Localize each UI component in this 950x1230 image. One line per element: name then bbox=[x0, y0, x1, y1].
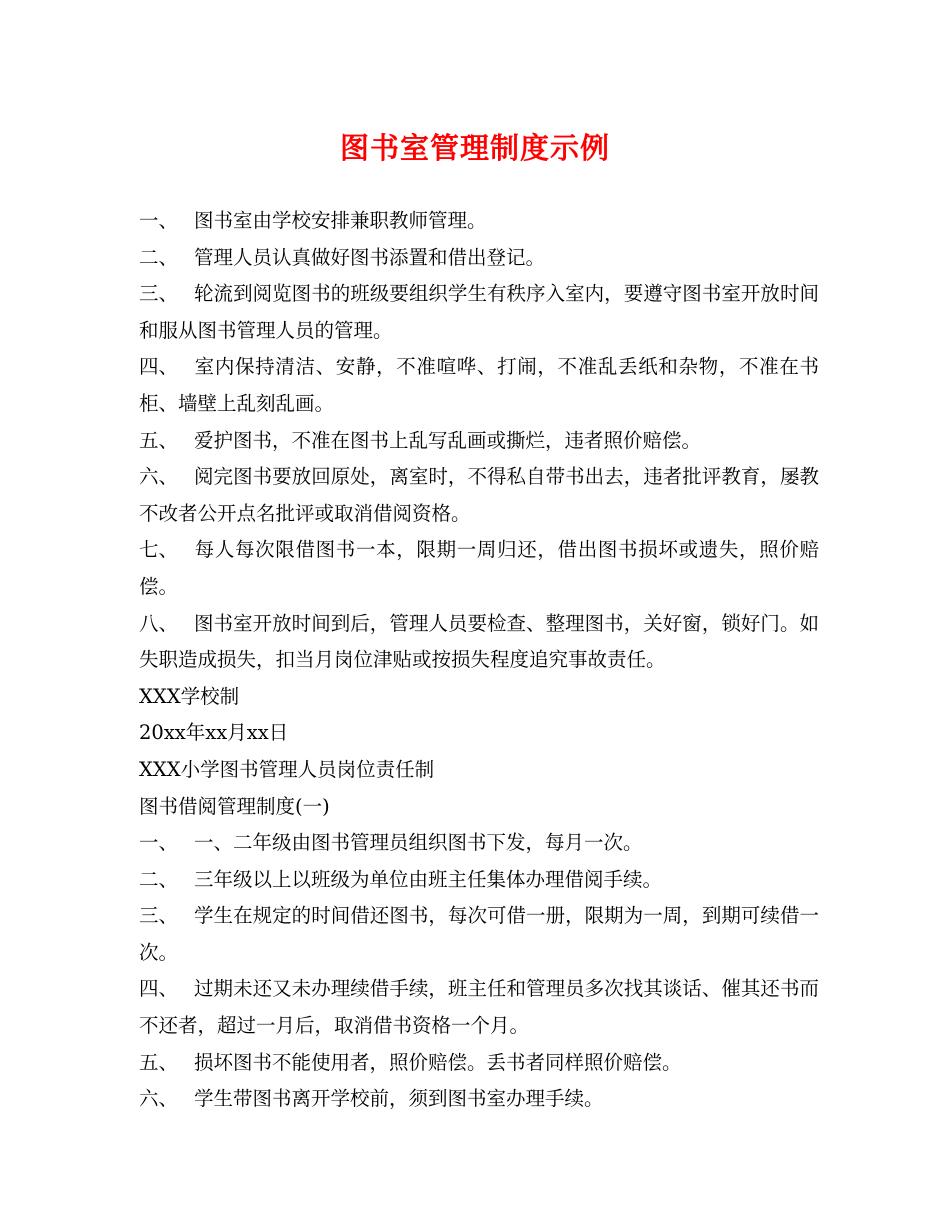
rule-item bbox=[139, 862, 819, 899]
rule-text: 过期未还又未办理续借手续，班主任和管理员多次找其谈话、催其还书而不还者，超过一月后，取消借书资格一个月。 bbox=[139, 977, 819, 1038]
rule-number: 五、 bbox=[139, 428, 179, 452]
rule-item bbox=[139, 240, 819, 277]
rule-item bbox=[139, 971, 819, 1044]
document-body bbox=[139, 203, 819, 1118]
rule-number: 八、 bbox=[139, 611, 179, 635]
rule-number: 六、 bbox=[139, 465, 179, 489]
rule-item bbox=[139, 1081, 819, 1118]
rule-text: 图书室由学校安排兼职教师管理。 bbox=[194, 209, 487, 232]
rule-item bbox=[139, 459, 819, 532]
rule-item bbox=[139, 203, 819, 240]
rule-text: 轮流到阅览图书的班级要组织学生有秩序入室内，要遵守图书室开放时间和服从图书管理人员的管理。 bbox=[139, 282, 819, 342]
rule-number: 二、 bbox=[139, 245, 179, 269]
rule-item bbox=[139, 1045, 819, 1082]
rule-text: 一、二年级由图书管理员组织图书下发，每月一次。 bbox=[194, 831, 643, 855]
rule-text: 图书室开放时间到后，管理人员要检查、整理图书，关好窗，锁好门。如失职造成损失，扣当月岗位津贴或按损失程度追究事故责任。 bbox=[139, 611, 819, 672]
rule-number: 五、 bbox=[139, 1050, 179, 1074]
rule-item bbox=[139, 349, 819, 422]
rule-number: 三、 bbox=[139, 282, 179, 306]
rule-item bbox=[139, 423, 819, 460]
rule-item bbox=[139, 276, 819, 349]
rule-text: 爱护图书，不准在图书上乱写乱画或撕烂，违者照价赔偿。 bbox=[194, 428, 702, 452]
rule-number: 四、 bbox=[139, 977, 179, 1001]
rule-text: 学生在规定的时间借还图书，每次可借一册，限期为一周，到期可续借一次。 bbox=[139, 904, 819, 964]
rule-text: 三年级以上以班级为单位由班主任集体办理借阅手续。 bbox=[194, 867, 663, 891]
rule-item bbox=[139, 825, 819, 862]
signature-line: XXX学校制 bbox=[139, 684, 240, 708]
date-line: 20xx年xx月xx日 bbox=[139, 721, 289, 745]
rule-text: 室内保持清洁、安静，不准喧哗、打闹，不准乱丢纸和杂物，不准在书柜、墙壁上乱刻乱画。 bbox=[139, 355, 819, 415]
rule-number: 三、 bbox=[139, 904, 179, 928]
rule-number: 七、 bbox=[139, 538, 179, 562]
rule-text: 管理人员认真做好图书添置和借出登记。 bbox=[194, 245, 546, 269]
section-heading: XXX小学图书管理人员岗位责任制 bbox=[139, 757, 435, 781]
section-heading: 图书借阅管理制度(一) bbox=[139, 794, 330, 818]
rule-number: 一、 bbox=[139, 209, 179, 232]
rule-text: 阅完图书要放回原处，离室时，不得私自带书出去，违者批评教育，屡教不改者公开点名批评或取消借阅资格。 bbox=[139, 465, 819, 525]
rule-item bbox=[139, 606, 819, 679]
rule-number: 一、 bbox=[139, 831, 179, 855]
rule-number: 二、 bbox=[139, 867, 179, 891]
rule-text: 每人每次限借图书一本，限期一周归还，借出图书损坏或遗失，照价赔偿。 bbox=[139, 538, 819, 598]
rule-item bbox=[139, 898, 819, 971]
rule-text: 学生带图书离开学校前，须到图书室办理手续。 bbox=[194, 1087, 604, 1111]
rule-text: 损坏图书不能使用者，照价赔偿。丢书者同样照价赔偿。 bbox=[194, 1050, 682, 1074]
rule-number: 四、 bbox=[139, 355, 179, 379]
document-title: 图书室管理制度示例 bbox=[339, 131, 610, 165]
rule-item bbox=[139, 532, 819, 605]
rule-number: 六、 bbox=[139, 1087, 179, 1111]
